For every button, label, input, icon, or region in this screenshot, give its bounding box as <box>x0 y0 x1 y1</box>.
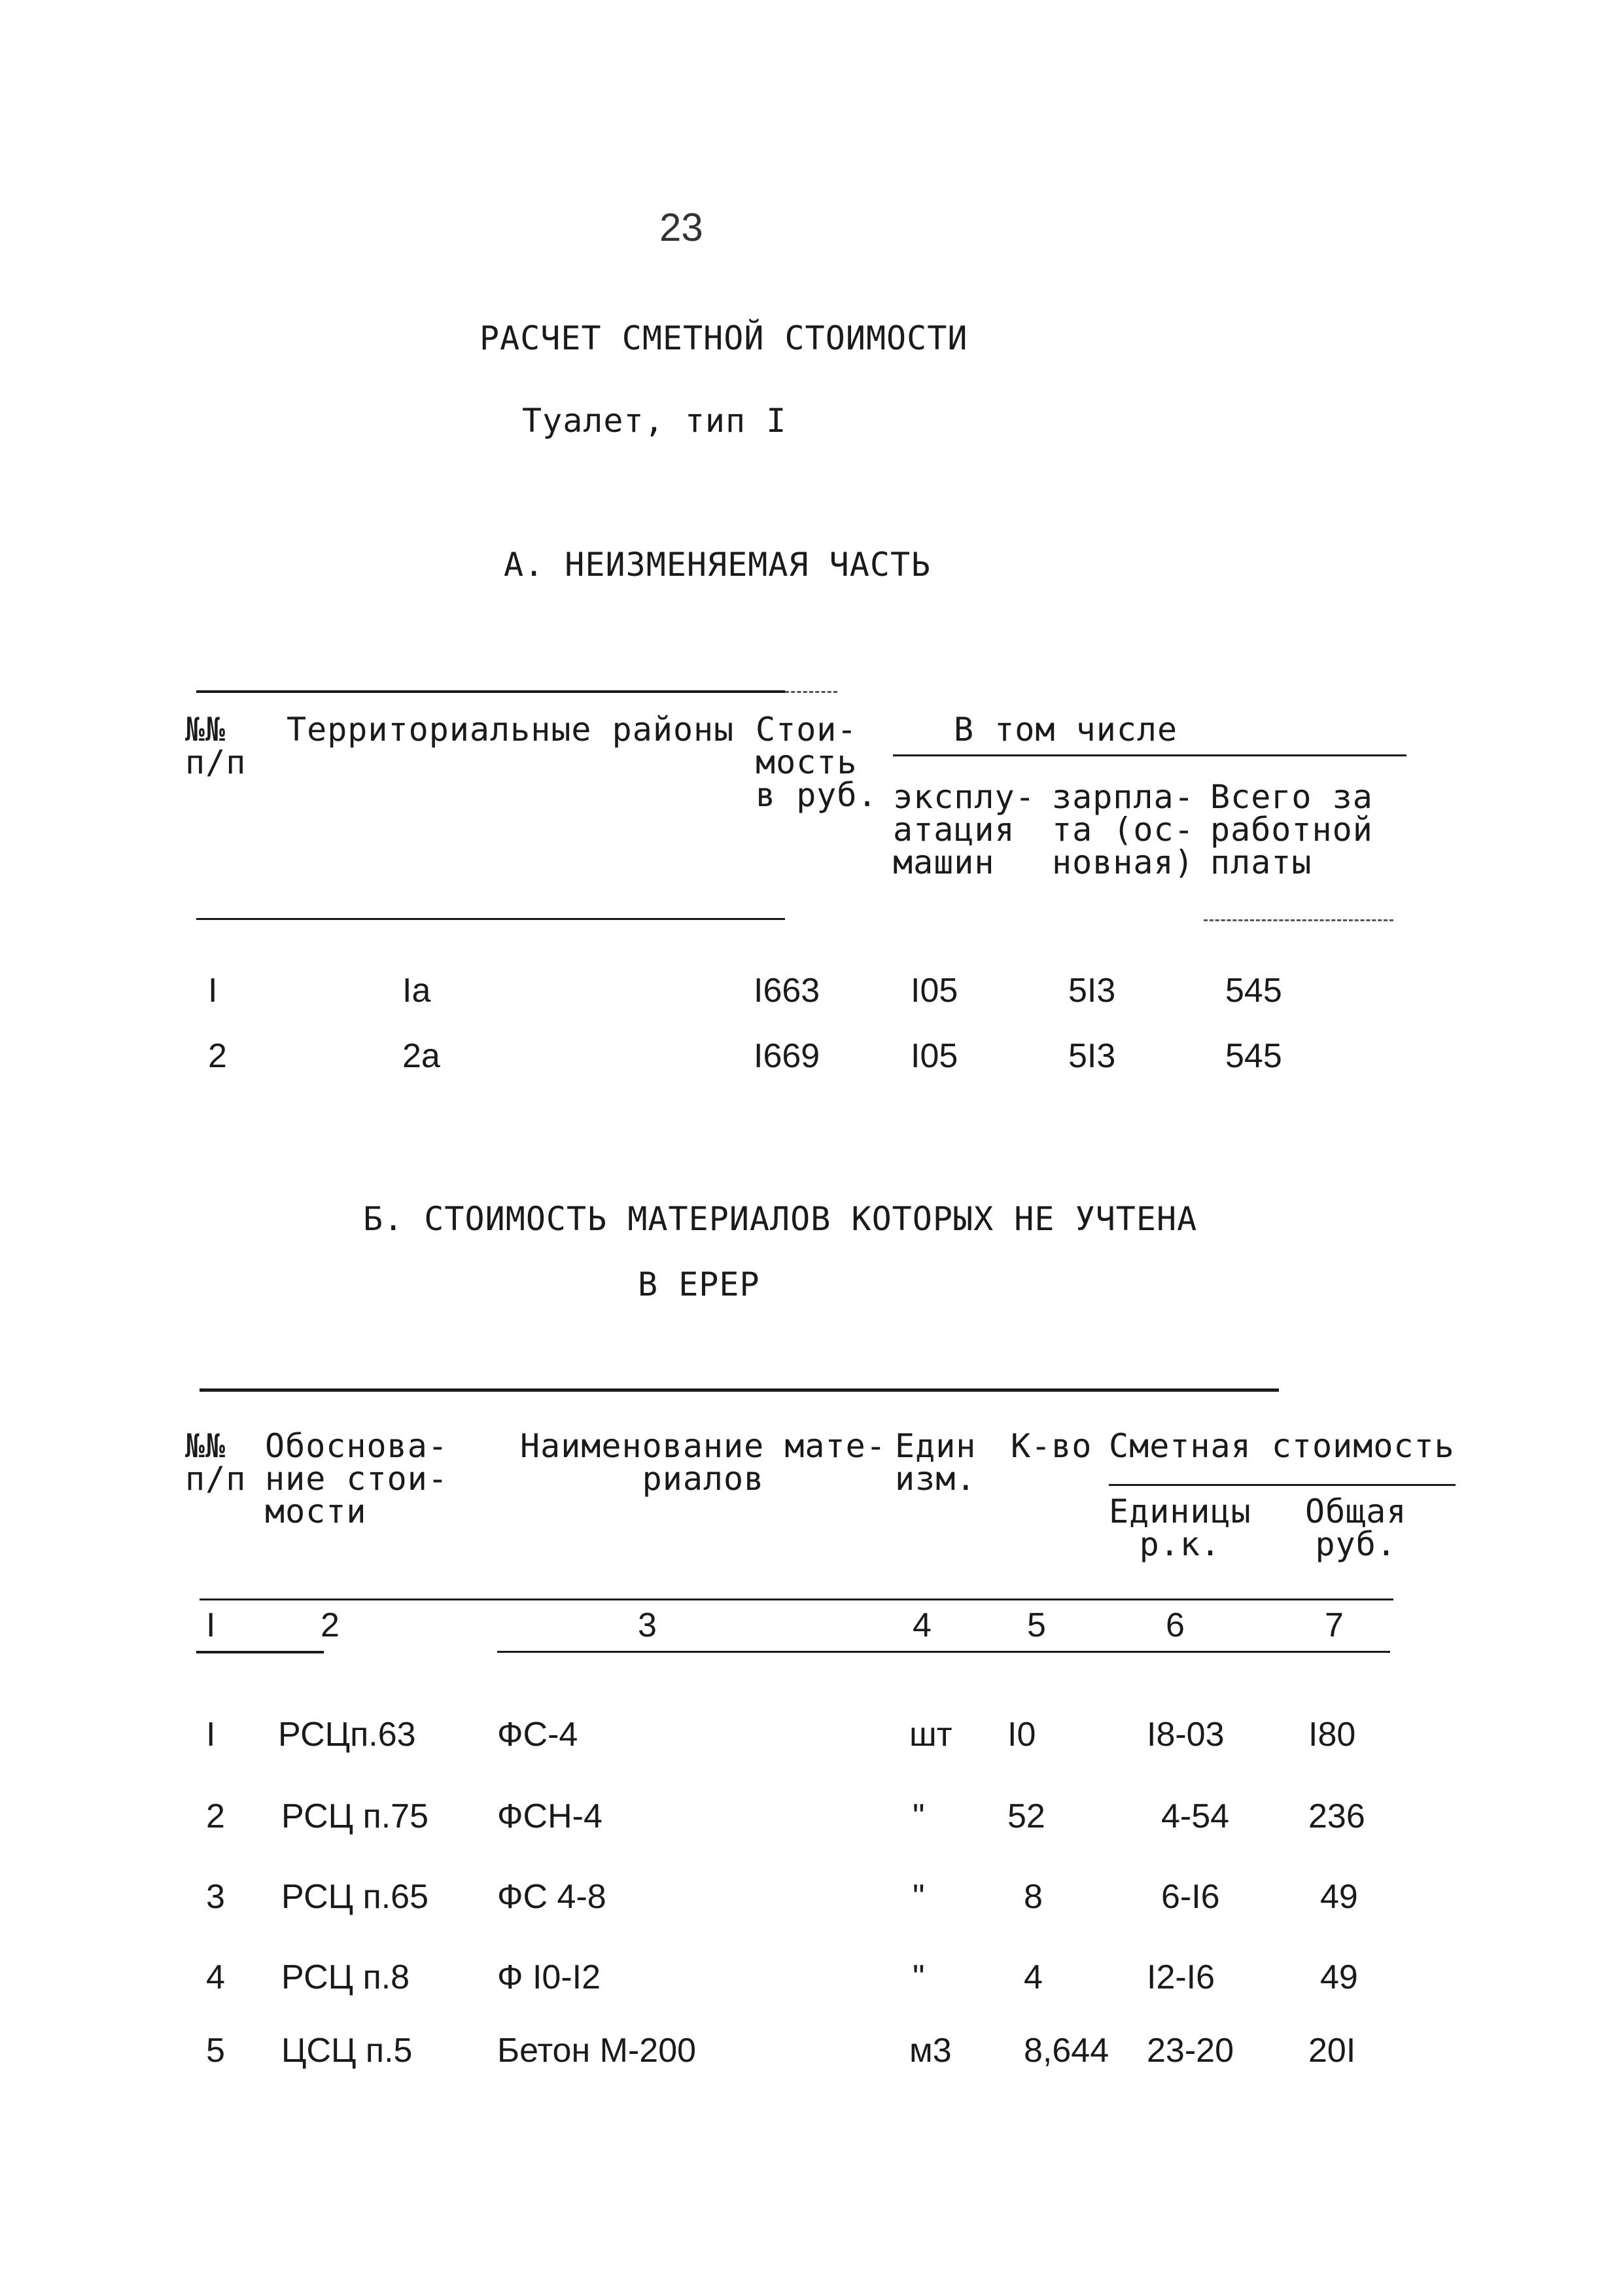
table-a-cell-cost: I669 <box>754 1037 820 1075</box>
table-b-cell-name: Бетон М-200 <box>497 2032 697 2070</box>
table-a-header-rule-tail <box>1204 919 1393 921</box>
table-b-header-estimate: Сметная стоимость <box>1109 1427 1455 1465</box>
table-b-top-rule <box>200 1388 1279 1392</box>
table-b-cell-unit: м3 <box>909 2032 952 2070</box>
table-b-cell-basis: РСЦ п.65 <box>281 1878 429 1916</box>
table-a-header-machines: эксплу- атация машин <box>893 778 1036 881</box>
table-b-cell-num: 3 <box>206 1878 225 1916</box>
table-b-cell-unit: " <box>913 1797 925 1835</box>
table-a-cell-total: 545 <box>1225 972 1282 1010</box>
table-b-cell-qty: I0 <box>1007 1716 1036 1754</box>
document-subtitle: Туалет, тип I <box>522 402 787 440</box>
table-b-header-qty: К-во <box>1011 1427 1092 1465</box>
table-b-cell-total: 20I <box>1308 2032 1356 2070</box>
table-a-top-rule <box>196 690 785 693</box>
table-a-cell-machines: I05 <box>911 972 958 1010</box>
table-b-cell-total: 49 <box>1320 1878 1358 1916</box>
table-b-header-num: №№ п/п <box>185 1427 247 1498</box>
table-b-cell-unit: " <box>913 1878 925 1916</box>
table-a-cell-machines: I05 <box>911 1037 958 1075</box>
table-b-header-unit-price: Единицы р.к. <box>1109 1492 1251 1563</box>
table-a-header-num: №№ п/п <box>185 711 247 781</box>
table-b-cell-num: 2 <box>206 1797 225 1835</box>
table-b-header-name: Наименование мате- риалов <box>520 1427 886 1498</box>
section-b-heading-line2: В ЕРЕР <box>638 1265 760 1303</box>
table-b-header-basis: Обоснова- ние стои- мости <box>265 1427 448 1530</box>
table-b-cell-price: I8-03 <box>1147 1716 1225 1754</box>
table-a-cell-region: Iа <box>402 972 431 1010</box>
table-b-colnum: 2 <box>321 1606 340 1644</box>
table-b-colnum: 3 <box>638 1606 657 1644</box>
table-a-cell-num: I <box>208 972 218 1010</box>
table-b-estimate-rule <box>1109 1484 1456 1486</box>
table-a-cell-salary: 5I3 <box>1068 972 1116 1010</box>
section-b-heading: Б. СТОИМОСТЬ МАТЕРИАЛОВ КОТОРЫХ НЕ УЧТЕНА <box>363 1200 1198 1238</box>
document-title: РАСЧЕТ СМЕТНОЙ СТОИМОСТИ <box>480 319 968 357</box>
table-a-header-region: Территориальные районы <box>287 711 735 749</box>
table-b-colnum: I <box>206 1606 216 1644</box>
table-b-colnum-rule <box>196 1651 324 1653</box>
table-b-cell-qty: 8 <box>1024 1878 1043 1916</box>
table-a-cell-salary: 5I3 <box>1068 1037 1116 1075</box>
table-b-cell-unit: " <box>913 1958 925 1996</box>
table-b-header-unit: Един изм. <box>895 1427 977 1498</box>
table-b-cell-basis: РСЦ п.8 <box>281 1958 410 1996</box>
table-a-cell-num: 2 <box>208 1037 227 1075</box>
table-b-cell-qty: 52 <box>1007 1797 1045 1835</box>
table-b-cell-name: ФС 4-8 <box>497 1878 606 1916</box>
table-b-colnum: 6 <box>1166 1606 1185 1644</box>
table-b-cell-basis: РСЦп.63 <box>278 1716 416 1754</box>
table-b-cell-num: 4 <box>206 1958 225 1996</box>
section-a-heading: А. НЕИЗМЕНЯЕМАЯ ЧАСТЬ <box>504 546 932 584</box>
table-a-group-rule <box>893 754 1406 756</box>
table-b-cell-name: Ф I0-I2 <box>497 1958 601 1996</box>
page-number: 23 <box>659 205 703 249</box>
table-b-cell-num: 5 <box>206 2032 225 2070</box>
table-b-cell-name: ФСН-4 <box>497 1797 602 1835</box>
table-a-cell-total: 545 <box>1225 1037 1282 1075</box>
table-b-cell-unit: шт <box>909 1716 952 1754</box>
table-b-cell-total: I80 <box>1308 1716 1356 1754</box>
table-a-header-cost: Стои- мость в руб. <box>756 711 878 814</box>
table-b-colnum: 7 <box>1325 1606 1344 1644</box>
table-a-header-salary: зарпла- та (ос- новная) <box>1052 778 1195 881</box>
table-b-colnum: 4 <box>913 1606 932 1644</box>
table-b-colnum-rule <box>497 1651 1390 1653</box>
table-b-cell-num: I <box>206 1716 216 1754</box>
table-b-header-rule <box>200 1598 1393 1600</box>
table-a-header-group: В том числе <box>954 711 1178 749</box>
table-a-header-rule <box>196 918 785 920</box>
table-b-cell-price: I2-I6 <box>1147 1958 1215 1996</box>
table-b-cell-price: 6-I6 <box>1161 1878 1220 1916</box>
table-a-top-rule-tail <box>785 691 837 693</box>
table-b-cell-total: 236 <box>1308 1797 1365 1835</box>
table-b-cell-basis: РСЦ п.75 <box>281 1797 429 1835</box>
table-b-cell-total: 49 <box>1320 1958 1358 1996</box>
table-b-cell-qty: 8,644 <box>1024 2032 1109 2070</box>
table-b-cell-name: ФС-4 <box>497 1716 578 1754</box>
table-a-header-total-salary: Всего за работной платы <box>1210 778 1373 881</box>
table-b-cell-basis: ЦСЦ п.5 <box>281 2032 413 2070</box>
table-a-cell-region: 2а <box>402 1037 440 1075</box>
table-b-cell-price: 4-54 <box>1161 1797 1230 1835</box>
table-b-cell-qty: 4 <box>1024 1958 1043 1996</box>
table-a-cell-cost: I663 <box>754 972 820 1010</box>
table-b-header-total: Общая руб. <box>1305 1492 1407 1563</box>
table-b-colnum: 5 <box>1027 1606 1046 1644</box>
table-b-cell-price: 23-20 <box>1147 2032 1234 2070</box>
